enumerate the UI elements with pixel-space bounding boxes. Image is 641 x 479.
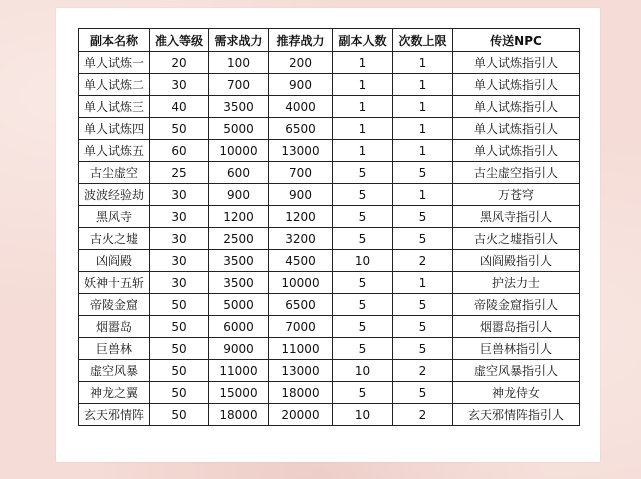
cell-teleport-npc: 黑风寺指引人	[453, 206, 580, 228]
cell-entry-level: 30	[150, 272, 209, 294]
cell-required-power: 3500	[209, 272, 269, 294]
cell-recommended-power: 1200	[269, 206, 333, 228]
cell-entry-level: 40	[150, 96, 209, 118]
cell-required-power: 5000	[209, 294, 269, 316]
cell-required-power: 9000	[209, 338, 269, 360]
cell-required-power: 10000	[209, 140, 269, 162]
cell-dungeon-name: 单人试炼五	[79, 140, 150, 162]
cell-entry-level: 25	[150, 162, 209, 184]
cell-teleport-npc: 帝陵金窟指引人	[453, 294, 580, 316]
cell-attempt-limit: 2	[393, 360, 453, 382]
cell-attempt-limit: 2	[393, 250, 453, 272]
header-teleport-npc: 传送NPC	[453, 29, 580, 52]
cell-dungeon-name: 巨兽林	[79, 338, 150, 360]
cell-required-power: 11000	[209, 360, 269, 382]
cell-party-size: 5	[333, 316, 393, 338]
table-row	[79, 228, 580, 250]
table-row	[79, 140, 580, 162]
cell-recommended-power: 18000	[269, 382, 333, 404]
header-recommended-power: 推荐战力	[269, 29, 333, 52]
cell-required-power: 1200	[209, 206, 269, 228]
cell-party-size: 1	[333, 74, 393, 96]
table-row	[79, 360, 580, 382]
cell-teleport-npc: 护法力士	[453, 272, 580, 294]
cell-teleport-npc: 单人试炼指引人	[453, 118, 580, 140]
cell-entry-level: 60	[150, 140, 209, 162]
header-dungeon-name: 副本名称	[79, 29, 150, 52]
cell-teleport-npc: 玄天邪情阵指引人	[453, 404, 580, 426]
cell-party-size: 1	[333, 52, 393, 74]
cell-entry-level: 50	[150, 382, 209, 404]
cell-attempt-limit: 1	[393, 74, 453, 96]
cell-entry-level: 50	[150, 338, 209, 360]
cell-entry-level: 30	[150, 250, 209, 272]
cell-attempt-limit: 2	[393, 404, 453, 426]
cell-entry-level: 30	[150, 74, 209, 96]
cell-required-power: 6000	[209, 316, 269, 338]
cell-recommended-power: 11000	[269, 338, 333, 360]
cell-entry-level: 50	[150, 118, 209, 140]
cell-teleport-npc: 虚空风暴指引人	[453, 360, 580, 382]
cell-teleport-npc: 单人试炼指引人	[453, 74, 580, 96]
table-row	[79, 272, 580, 294]
cell-teleport-npc: 万苍穹	[453, 184, 580, 206]
cell-recommended-power: 200	[269, 52, 333, 74]
cell-party-size: 5	[333, 338, 393, 360]
cell-recommended-power: 900	[269, 74, 333, 96]
cell-attempt-limit: 1	[393, 184, 453, 206]
cell-required-power: 3500	[209, 250, 269, 272]
table-row	[79, 404, 580, 426]
cell-attempt-limit: 1	[393, 118, 453, 140]
cell-party-size: 5	[333, 162, 393, 184]
cell-entry-level: 50	[150, 316, 209, 338]
cell-teleport-npc: 巨兽林指引人	[453, 338, 580, 360]
cell-party-size: 5	[333, 228, 393, 250]
cell-attempt-limit: 5	[393, 162, 453, 184]
cell-dungeon-name: 帝陵金窟	[79, 294, 150, 316]
cell-dungeon-name: 虚空风暴	[79, 360, 150, 382]
cell-recommended-power: 7000	[269, 316, 333, 338]
dungeon-table	[78, 28, 580, 426]
cell-required-power: 600	[209, 162, 269, 184]
cell-teleport-npc: 单人试炼指引人	[453, 96, 580, 118]
cell-party-size: 5	[333, 184, 393, 206]
table-row	[79, 294, 580, 316]
cell-entry-level: 50	[150, 294, 209, 316]
cell-entry-level: 30	[150, 184, 209, 206]
cell-party-size: 5	[333, 272, 393, 294]
cell-teleport-npc: 单人试炼指引人	[453, 52, 580, 74]
table-row	[79, 184, 580, 206]
cell-recommended-power: 13000	[269, 140, 333, 162]
cell-party-size: 5	[333, 382, 393, 404]
cell-recommended-power: 700	[269, 162, 333, 184]
cell-recommended-power: 4500	[269, 250, 333, 272]
header-party-size: 副本人数	[333, 29, 393, 52]
table-row	[79, 52, 580, 74]
cell-attempt-limit: 1	[393, 52, 453, 74]
cell-recommended-power: 10000	[269, 272, 333, 294]
cell-dungeon-name: 单人试炼四	[79, 118, 150, 140]
cell-attempt-limit: 5	[393, 294, 453, 316]
cell-attempt-limit: 1	[393, 96, 453, 118]
cell-attempt-limit: 5	[393, 316, 453, 338]
cell-recommended-power: 20000	[269, 404, 333, 426]
cell-party-size: 1	[333, 140, 393, 162]
cell-attempt-limit: 5	[393, 228, 453, 250]
cell-recommended-power: 900	[269, 184, 333, 206]
table-row	[79, 338, 580, 360]
cell-entry-level: 30	[150, 206, 209, 228]
cell-attempt-limit: 5	[393, 382, 453, 404]
cell-attempt-limit: 5	[393, 206, 453, 228]
cell-teleport-npc: 神龙侍女	[453, 382, 580, 404]
cell-attempt-limit: 1	[393, 272, 453, 294]
table-row	[79, 206, 580, 228]
cell-teleport-npc: 单人试炼指引人	[453, 140, 580, 162]
cell-party-size: 5	[333, 206, 393, 228]
cell-party-size: 5	[333, 294, 393, 316]
cell-required-power: 18000	[209, 404, 269, 426]
cell-recommended-power: 3200	[269, 228, 333, 250]
cell-required-power: 900	[209, 184, 269, 206]
cell-attempt-limit: 1	[393, 140, 453, 162]
cell-party-size: 10	[333, 360, 393, 382]
table-row	[79, 316, 580, 338]
header-attempt-limit: 次数上限	[393, 29, 453, 52]
table-row	[79, 382, 580, 404]
cell-party-size: 10	[333, 250, 393, 272]
cell-teleport-npc: 古尘虚空指引人	[453, 162, 580, 184]
cell-required-power: 5000	[209, 118, 269, 140]
table-row	[79, 162, 580, 184]
header-entry-level: 准入等级	[150, 29, 209, 52]
cell-attempt-limit: 5	[393, 338, 453, 360]
cell-dungeon-name: 波波经验劫	[79, 184, 150, 206]
cell-dungeon-name: 妖神十五斩	[79, 272, 150, 294]
cell-entry-level: 50	[150, 360, 209, 382]
cell-teleport-npc: 古火之墟指引人	[453, 228, 580, 250]
cell-dungeon-name: 古尘虚空	[79, 162, 150, 184]
cell-entry-level: 30	[150, 228, 209, 250]
cell-dungeon-name: 黑风寺	[79, 206, 150, 228]
cell-teleport-npc: 凶阎殿指引人	[453, 250, 580, 272]
cell-dungeon-name: 单人试炼一	[79, 52, 150, 74]
table-card	[56, 8, 600, 462]
header-required-power: 需求战力	[209, 29, 269, 52]
cell-party-size: 1	[333, 96, 393, 118]
cell-dungeon-name: 古火之墟	[79, 228, 150, 250]
cell-recommended-power: 13000	[269, 360, 333, 382]
cell-required-power: 700	[209, 74, 269, 96]
cell-party-size: 1	[333, 118, 393, 140]
cell-teleport-npc: 烟嚣岛指引人	[453, 316, 580, 338]
cell-required-power: 3500	[209, 96, 269, 118]
table-row	[79, 250, 580, 272]
cell-dungeon-name: 单人试炼三	[79, 96, 150, 118]
cell-party-size: 10	[333, 404, 393, 426]
table-row	[79, 118, 580, 140]
cell-dungeon-name: 神龙之翼	[79, 382, 150, 404]
cell-recommended-power: 6500	[269, 294, 333, 316]
cell-dungeon-name: 凶阎殿	[79, 250, 150, 272]
cell-recommended-power: 6500	[269, 118, 333, 140]
table-header-row	[79, 29, 580, 52]
cell-entry-level: 20	[150, 52, 209, 74]
table-row	[79, 96, 580, 118]
cell-dungeon-name: 单人试炼二	[79, 74, 150, 96]
cell-dungeon-name: 玄天邪情阵	[79, 404, 150, 426]
cell-required-power: 15000	[209, 382, 269, 404]
cell-required-power: 100	[209, 52, 269, 74]
table-row	[79, 74, 580, 96]
cell-entry-level: 50	[150, 404, 209, 426]
cell-recommended-power: 4000	[269, 96, 333, 118]
cell-dungeon-name: 烟嚣岛	[79, 316, 150, 338]
cell-required-power: 2500	[209, 228, 269, 250]
